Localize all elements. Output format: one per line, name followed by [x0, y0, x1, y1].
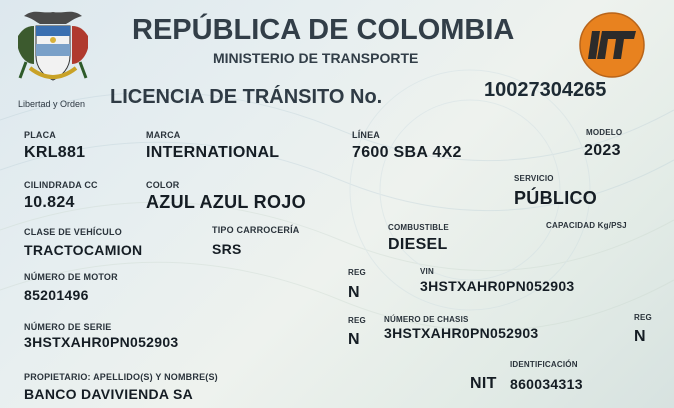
reg-chasis-value: N: [634, 328, 646, 345]
ministry-title: MINISTERIO DE TRANSPORTE: [213, 50, 419, 66]
propietario-label: PROPIETARIO: APELLIDO(S) Y NOMBRE(S): [24, 372, 218, 382]
placa-value: KRL881: [24, 144, 86, 161]
marca-label: MARCA: [146, 130, 181, 140]
reg-motor-value: N: [348, 284, 360, 301]
reg-serie-value: N: [348, 331, 360, 348]
carroceria-label: TIPO CARROCERÍA: [212, 225, 300, 235]
vin-value: 3HSTXAHR0PN052903: [420, 278, 575, 294]
combustible-value: DIESEL: [388, 236, 448, 253]
reg-motor-label: REG: [348, 268, 366, 277]
linea-label: LÍNEA: [352, 130, 380, 140]
ministry-transport-logo-icon: [578, 11, 646, 79]
propietario-value: BANCO DAVIVIENDA SA: [24, 386, 194, 402]
placa-label: PLACA: [24, 130, 56, 140]
cilindrada-value: 10.824: [24, 194, 75, 211]
carroceria-value: SRS: [212, 241, 242, 257]
identificacion-label: IDENTIFICACIÓN: [510, 360, 578, 369]
colombia-coat-of-arms-icon: [12, 6, 94, 98]
identificacion-type: NIT: [470, 375, 497, 392]
clase-label: CLASE DE VEHÍCULO: [24, 227, 122, 237]
chasis-value: 3HSTXAHR0PN052903: [384, 325, 539, 341]
servicio-label: SERVICIO: [514, 174, 554, 183]
identificacion-value: 860034313: [510, 376, 583, 392]
reg-chasis-label: REG: [634, 313, 652, 322]
license-title: LICENCIA DE TRÁNSITO No.: [110, 86, 383, 108]
motto: Libertad y Orden: [18, 99, 86, 109]
motor-label: NÚMERO DE MOTOR: [24, 272, 118, 282]
clase-value: TRACTOCAMION: [24, 242, 143, 258]
serie-value: 3HSTXAHR0PN052903: [24, 334, 179, 350]
country-title: REPÚBLICA DE COLOMBIA: [132, 14, 515, 46]
servicio-value: PÚBLICO: [514, 188, 598, 208]
reg-serie-label: REG: [348, 316, 366, 325]
marca-value: INTERNATIONAL: [146, 144, 280, 161]
linea-value: 7600 SBA 4X2: [352, 144, 462, 161]
vin-label: VIN: [420, 267, 434, 276]
capacidad-label: CAPACIDAD Kg/PSJ: [546, 221, 627, 230]
combustible-label: COMBUSTIBLE: [388, 223, 449, 232]
motor-value: 85201496: [24, 287, 89, 303]
modelo-value: 2023: [584, 142, 621, 159]
license-number: 10027304265: [484, 79, 607, 101]
color-label: COLOR: [146, 180, 180, 190]
serie-label: NÚMERO DE SERIE: [24, 322, 112, 332]
chasis-label: NÚMERO DE CHASIS: [384, 315, 469, 324]
modelo-label: MODELO: [586, 128, 623, 137]
cilindrada-label: CILINDRADA CC: [24, 180, 98, 190]
color-value: AZUL AZUL ROJO: [146, 192, 306, 212]
